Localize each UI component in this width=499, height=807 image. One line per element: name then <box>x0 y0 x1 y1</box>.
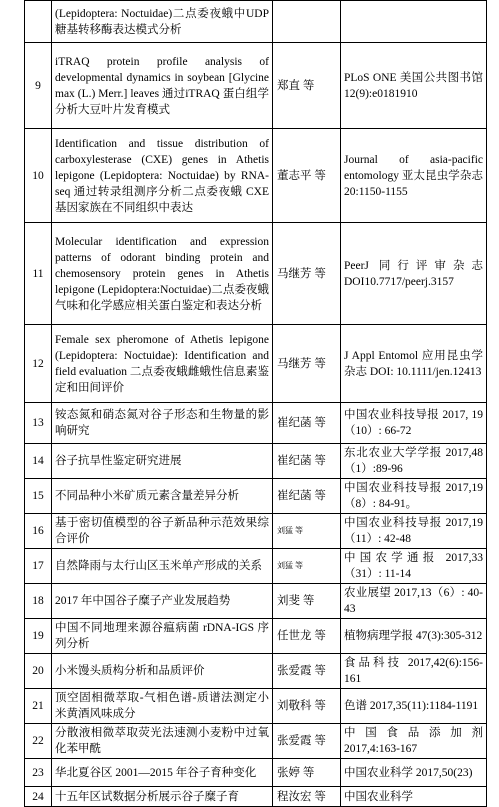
row-publication: 食品科技 2017,42(6):156-161 <box>341 654 487 689</box>
row-number <box>25 1 52 43</box>
table-row <box>25 759 487 787</box>
row-title: 十五年区试数据分析展示谷子糜子育 <box>52 787 273 807</box>
row-publication: 中国食品添加剂 2017,4:163-167 <box>341 724 487 759</box>
table-row <box>25 1 487 43</box>
row-title: Molecular identification and expression patterns of odorant binding protein and chemosensory protein genes in Athetis lepigone (Lepidoptera:Noctuidae)二点委夜蛾气味和化学感应相关蛋白鉴定和表达分析 <box>52 223 273 325</box>
row-publication: 东北农业大学学报 2017,48（1）:89-96 <box>341 444 487 479</box>
table-row <box>25 129 487 223</box>
row-title: 顶空固相微萃取-气相色谱-质谱法测定小米黄酒风味成分 <box>52 689 273 724</box>
row-number: 20 <box>25 654 52 689</box>
table-row <box>25 223 487 325</box>
row-number: 21 <box>25 689 52 724</box>
row-author: 刘猛 等 <box>273 514 341 549</box>
table-row <box>25 584 487 619</box>
row-publication: 色谱 2017,35(11):1184-1191 <box>341 689 487 724</box>
row-number: 14 <box>25 444 52 479</box>
row-author: 张爱霞 等 <box>273 724 341 759</box>
row-publication: PLoS ONE 美国公共图书馆 12(9):e0181910 <box>341 43 487 129</box>
row-title: 不同品种小米矿质元素含量差异分析 <box>52 479 273 514</box>
row-publication: 中国农业科技导报 2017,19（11）: 42-48 <box>341 514 487 549</box>
row-number: 15 <box>25 479 52 514</box>
row-title: 华北夏谷区 2001—2015 年谷子育种变化 <box>52 759 273 787</box>
row-number: 23 <box>25 759 52 787</box>
row-author <box>273 1 341 43</box>
row-publication: 农业展望 2017,13（6）: 40-43 <box>341 584 487 619</box>
row-author: 崔纪菡 等 <box>273 479 341 514</box>
row-author: 马继芳 等 <box>273 325 341 403</box>
row-author: 程汝宏 等 <box>273 787 341 807</box>
row-number: 13 <box>25 403 52 444</box>
row-title: 自然降雨与太行山区玉米单产形成的关系 <box>52 549 273 584</box>
row-author: 刘敬科 等 <box>273 689 341 724</box>
row-author: 马继芳 等 <box>273 223 341 325</box>
row-title: (Lepidoptera: Noctuidae)二点委夜蛾中UDP 糖基转移酶表达模式分析 <box>52 1 273 43</box>
row-publication: Journal of asia-pacific entomology 亚太昆虫学杂志 20:1150-1155 <box>341 129 487 223</box>
row-title: 铵态氮和硝态氮对谷子形态和生物量的影响研究 <box>52 403 273 444</box>
row-number: 17 <box>25 549 52 584</box>
row-number: 22 <box>25 724 52 759</box>
row-number: 16 <box>25 514 52 549</box>
row-title: Female sex pheromone of Athetis lepigone (Lepidoptera: Noctuidae): Identification and field evaluation 二点委夜蛾雌蛾性信息素鉴定和田间评价 <box>52 325 273 403</box>
row-publication: J Appl Entomol 应用昆虫学杂志 DOI: 10.1111/jen.12413 <box>341 325 487 403</box>
table-row <box>25 479 487 514</box>
row-title: Identification and tissue distribution of carboxylesterase (CXE) genes in Athetis lepigone (Lepidoptera: Noctuidae) by RNA-seq 通过转录组测序分析二点委夜蛾 CXE 基因家族在不同组织中表达 <box>52 129 273 223</box>
row-author: 刘猛 等 <box>273 549 341 584</box>
row-publication: 中国农业科技导报 2017,19（8）: 84-91。 <box>341 479 487 514</box>
row-number: 12 <box>25 325 52 403</box>
row-title: 2017 年中国谷子糜子产业发展趋势 <box>52 584 273 619</box>
row-author: 张婷 等 <box>273 759 341 787</box>
table-row <box>25 619 487 654</box>
table-row <box>25 724 487 759</box>
table-row <box>25 654 487 689</box>
table-row <box>25 689 487 724</box>
row-author: 董志平 等 <box>273 129 341 223</box>
table-row <box>25 325 487 403</box>
row-author: 崔纪菡 等 <box>273 403 341 444</box>
table-row <box>25 549 487 584</box>
row-publication: PeerJ 同行评审杂志 DOI10.7717/peerj.3157 <box>341 223 487 325</box>
row-publication: 中国农业科学 2017,50(23) <box>341 759 487 787</box>
row-title: 分散液相微萃取荧光法速测小麦粉中过氧化苯甲酰 <box>52 724 273 759</box>
row-publication: 中国农业科学 <box>341 787 487 807</box>
table-row <box>25 444 487 479</box>
table-row <box>25 787 487 807</box>
table-row <box>25 514 487 549</box>
row-author: 刘斐 等 <box>273 584 341 619</box>
row-number: 11 <box>25 223 52 325</box>
row-author: 张爱霞 等 <box>273 654 341 689</box>
row-title: iTRAQ protein profile analysis of developmental dynamics in soybean [Glycine max (L.) Merr.] leaves 通过iTRAQ 蛋白组学分析大豆叶片发育模式 <box>52 43 273 129</box>
row-title: 小米馒头质构分析和品质评价 <box>52 654 273 689</box>
row-publication: 中国农业科技导报 2017, 19（10）: 66-72 <box>341 403 487 444</box>
publication-table <box>24 0 487 807</box>
row-number: 19 <box>25 619 52 654</box>
row-publication: 中国农学通报 2017,33（31）: 11-14 <box>341 549 487 584</box>
row-publication: 植物病理学报 47(3):305-312 <box>341 619 487 654</box>
row-title: 基于密切值模型的谷子新品种示范效果综合评价 <box>52 514 273 549</box>
table-row <box>25 403 487 444</box>
row-publication <box>341 1 487 43</box>
row-number: 18 <box>25 584 52 619</box>
row-author: 郑直 等 <box>273 43 341 129</box>
row-author: 崔纪菡 等 <box>273 444 341 479</box>
row-number: 9 <box>25 43 52 129</box>
row-number: 10 <box>25 129 52 223</box>
row-author: 任世龙 等 <box>273 619 341 654</box>
row-title: 中国不同地理来源谷瘟病菌 rDNA-IGS 序列分析 <box>52 619 273 654</box>
table-row <box>25 43 487 129</box>
row-title: 谷子抗旱性鉴定研究进展 <box>52 444 273 479</box>
row-number: 24 <box>25 787 52 807</box>
